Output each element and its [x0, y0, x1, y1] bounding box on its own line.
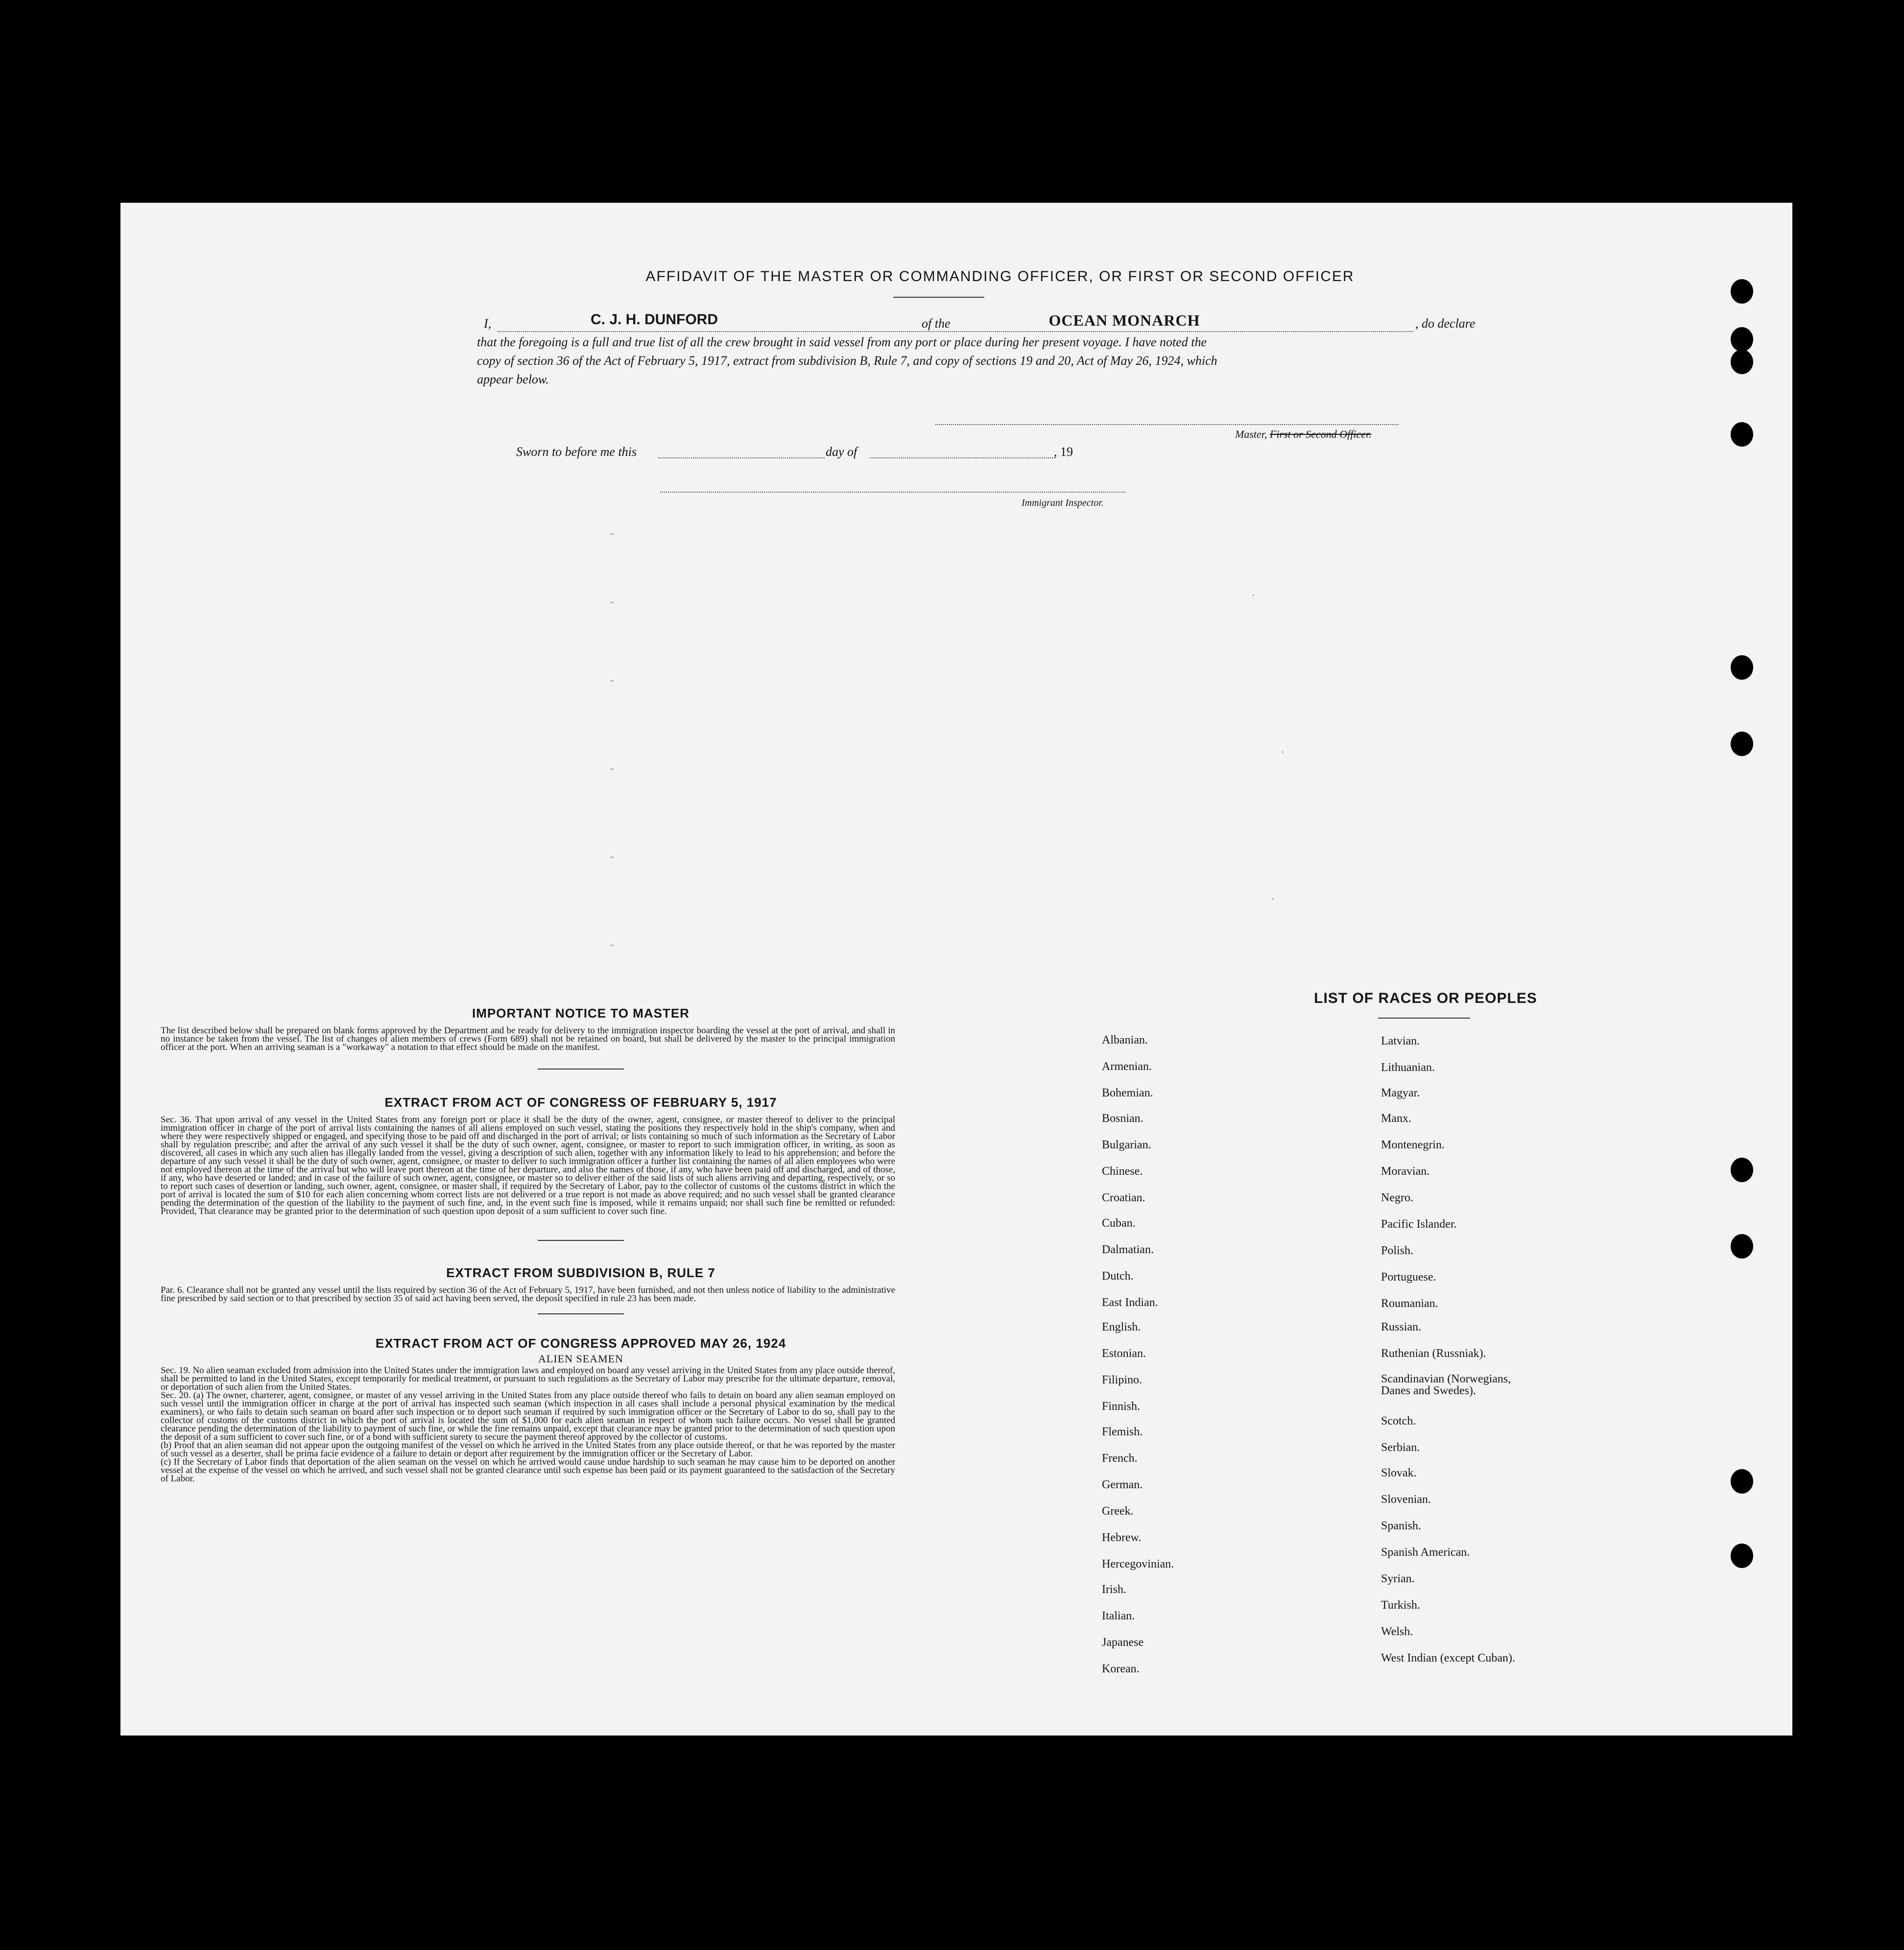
notice-divider — [538, 1069, 624, 1070]
vessel-name: OCEAN MONARCH — [1048, 311, 1200, 329]
punch-hole — [1731, 1469, 1753, 1494]
day-of-label: day of — [826, 445, 857, 459]
bleed-mark: - — [610, 761, 615, 775]
race-left-item: Armenian. — [1102, 1060, 1152, 1073]
rule-7-divider — [538, 1313, 624, 1314]
race-right-item: Manx. — [1381, 1112, 1411, 1125]
race-right-item: West Indian (except Cuban). — [1381, 1652, 1515, 1665]
sworn-day-line — [658, 457, 825, 458]
race-right-item: Polish. — [1381, 1244, 1414, 1257]
race-left-item: Flemish. — [1102, 1426, 1143, 1438]
race-left-item: Japanese — [1102, 1636, 1144, 1649]
document-page — [120, 203, 1792, 1736]
act-1924-subtitle: ALIEN SEAMEN — [538, 1353, 623, 1365]
sworn-month-line — [870, 457, 1055, 458]
title-divider — [893, 297, 984, 298]
punch-hole — [1731, 655, 1753, 680]
affidavit-of-the: of the — [922, 316, 951, 331]
race-left-item: Estonian. — [1102, 1347, 1146, 1360]
punch-hole — [1731, 422, 1753, 447]
act-1924-text: Sec. 19. No alien seaman excluded from admission into the United States under the immigration laws and employed on board any vessel arriving in the United States from any place outside thereof, shall be permitted to land in the United States, except temporarily for medical treatment, or pursuant to such regulations as the Secretary of Labor may prescribe for the ultimate departure, removal, or deportation of such alien from the United States. Sec. 20. (a) The owner, charterer, agent, consignee, or master of any vessel arriving in the United States from any place outside thereof who fails to detain on board any alien seaman employed on such vessel until the immigration officer in charge at the port of arrival has inspected such seaman (which inspection in all cases shall include a personal physical examination by the medical examiners), or who fails to detain such seaman on board after such inspection or to deport such seaman if required by such immigration officer or the Secretary of Labor to do so, shall pay to the collector of customs of the customs district in which the port of arrival is located the sum of $1,000 for each alien seaman in respect of whom such failure occurs. No vessel shall be granted clearance pending the determination of the liability to payment of such fine, or while the fine remains unpaid, except that clearance may be granted prior to the determination of such question upon the deposit of a sum sufficient to cover such fine, or of a bond with sufficient surety to secure the payment thereof approved by the collector of customs. (b) Proof that an alien seaman did not appear upon the outgoing manifest of the vessel on which he arrived in the United States from any place outside thereof, or that he was reported by the master of such vessel as a deserter, shall be prima facie evidence of a failure to detain or deport after requirement by the immigration officer or the Secretary of Labor. (c) If the Secretary of Labor finds that deportation of the alien seaman on the vessel on which he arrived would cause undue hardship to such seaman he may cause him to be deported on another vessel at the expense of the vessel on which he arrived, and such vessel shall not be granted clearance until such expense has been paid or its payment guaranteed to the satisfaction of the Secretary of Labor. — [161, 1365, 895, 1484]
race-left-item: Filipino. — [1102, 1374, 1142, 1386]
race-left-item: French. — [1102, 1452, 1138, 1465]
race-right-item: Slovak. — [1381, 1467, 1417, 1479]
race-right-item: Magyar. — [1381, 1087, 1420, 1099]
race-right-item: Montenegrin. — [1381, 1139, 1445, 1151]
race-left-item: Italian. — [1102, 1610, 1135, 1622]
year-label: , 19 — [1054, 445, 1073, 459]
master-signature-caption — [1235, 425, 1372, 444]
notice-text: The list described below shall be prepared on blank forms approved by the Department and be ready for delivery to the immigration inspector boarding the vessel at the port of arrival, and shall in no instance be taken from the vessel. The list of changes of alien members of crews (Form 689) shall not be retained on board, but shall be delivered by the master to the principal immigration officer at the port. When an arriving seaman is a "workaway" a notation to that effect should be made on the manifest. — [161, 1025, 895, 1052]
race-right-item: Roumanian. — [1381, 1297, 1438, 1310]
race-left-item: Croatian. — [1102, 1191, 1145, 1204]
act-1917-title: EXTRACT FROM ACT OF CONGRESS OF FEBRUARY 5, 1917 — [384, 1095, 777, 1110]
race-left-item: Dutch. — [1102, 1270, 1134, 1283]
punch-hole — [1731, 1544, 1753, 1568]
race-right-item: Welsh. — [1381, 1625, 1413, 1638]
race-right-item: Pacific Islander. — [1381, 1218, 1457, 1231]
rule-7-title: EXTRACT FROM SUBDIVISION B, RULE 7 — [446, 1265, 715, 1280]
bleed-mark: . — [1281, 741, 1285, 756]
race-left-item: Bosnian. — [1102, 1112, 1143, 1125]
bleed-mark: - — [610, 849, 615, 863]
race-right-item: Scotch. — [1381, 1415, 1416, 1427]
race-right-item: Slovenian. — [1381, 1493, 1431, 1506]
officer-name: C. J. H. DUNFORD — [590, 311, 718, 328]
race-left-item: German. — [1102, 1478, 1143, 1491]
affidavit-i-label: I, — [484, 316, 492, 331]
punch-hole — [1731, 350, 1753, 374]
bleed-mark: - — [610, 937, 615, 951]
act-1917-divider — [538, 1240, 624, 1241]
act-1924-title: EXTRACT FROM ACT OF CONGRESS APPROVED MAY 26, 1924 — [375, 1336, 786, 1351]
inspector-caption: Immigrant Inspector. — [1022, 498, 1104, 508]
affidavit-line-3: copy of section 36 of the Act of February 5, 1917, extract from subdivision B, Rule 7, and copy of sections 19 and 20, Act of May 26, 1924, which — [477, 354, 1217, 368]
rule-7-text: Par. 6. Clearance shall not be granted any vessel until the lists required by section 36 of the Act of February 5, 1917, have been furnished, and not then unless notice of liability to the administrative fine prescribed by said section or to that prescribed by section 35 of said act having been served, the deposit specified in rule 23 has been made. — [161, 1285, 895, 1304]
affidavit-line-4: appear below. — [477, 372, 549, 386]
races-title: LIST OF RACES OR PEOPLES — [1314, 990, 1537, 1006]
race-right-item: Serbian. — [1381, 1441, 1420, 1454]
race-right-item: Syrian. — [1381, 1572, 1415, 1585]
punch-hole — [1731, 327, 1753, 352]
race-left-item: English. — [1102, 1321, 1141, 1333]
race-right-item: Spanish. — [1381, 1520, 1422, 1532]
vessel-fill-line — [958, 331, 1413, 332]
bleed-mark: - — [610, 595, 615, 609]
inspector-signature-line — [660, 492, 1125, 493]
race-right-item: Spanish American. — [1381, 1546, 1470, 1559]
race-left-item: Dalmatian. — [1102, 1243, 1154, 1256]
master-label: Master, — [1235, 428, 1267, 440]
race-right-item: Russian. — [1381, 1321, 1422, 1333]
race-left-item: Hebrew. — [1102, 1531, 1142, 1544]
race-right-item: Latvian. — [1381, 1035, 1420, 1047]
race-left-item: Bohemian. — [1102, 1087, 1153, 1099]
master-struck-text: First or Second Officer. — [1269, 428, 1372, 440]
races-divider — [1378, 1018, 1470, 1019]
punch-hole — [1731, 1234, 1753, 1259]
race-right-item: Moravian. — [1381, 1165, 1430, 1178]
affidavit-line-2: that the foregoing is a full and true list of all the crew brought in said vessel from any port or place during her present voyage. I have noted the — [477, 335, 1207, 349]
notice-title: IMPORTANT NOTICE TO MASTER — [472, 1006, 690, 1021]
race-right-item: Lithuanian. — [1381, 1061, 1435, 1074]
bleed-mark: - — [610, 673, 615, 687]
affidavit-do-declare: , do declare — [1415, 316, 1476, 331]
sworn-label: Sworn to before me this — [516, 445, 637, 459]
race-right-item: Negro. — [1381, 1191, 1413, 1204]
punch-hole — [1731, 1158, 1753, 1182]
affidavit-title: AFFIDAVIT OF THE MASTER OR COMMANDING OFFICER, OR FIRST OR SECOND OFFICER — [645, 268, 1355, 285]
punch-hole — [1731, 279, 1753, 304]
race-left-item: Albanian. — [1102, 1034, 1148, 1046]
race-left-item: Korean. — [1102, 1663, 1140, 1675]
act-1917-text: Sec. 36. That upon arrival of any vessel in the United States from any foreign port or place it shall be the duty of the owner, agent, consignee, or master thereof to deliver to the principal immigration officer in charge of the port of arrival lists containing the names of all aliens employed on such vessel, stating the positions they respectively hold in the ship's company, when and where they were respectively shipped or engaged, and specifying those to be paid off and discharged in the port of arrival; or lists containing so much of such information as the Secretary of Labor shall by regulation prescribe; and after the arrival of any such vessel it shall be the duty of such owner, agent, consignee, or master to report to such immigration officer, in writing, as soon as discovered, all cases in which any such alien has illegally landed from the vessel, giving a description of such alien, together with any information likely to lead to his apprehension; and before the departure of any such vessel it shall be the duty of such owner, agent, consignee, or master to deliver to such immigration officer a further list containing the names of all alien employees who were not employed thereon at the time of the arrival but who will leave port thereon at the time of her departure, and also the names of those, if any, who have been paid off and discharged, and of those, if any, who have deserted or landed; and in case of the failure of such owner, agent, consignee, or master so to deliver either of the said lists of such aliens arriving and departing, respectively, or so to report such cases of desertion or landing, such owner, agent, consignee, or master shall, if required by the Secretary of Labor, pay to the collector of customs of the customs district in which the port of arrival is located the sum of $10 for each alien concerning whom correct lists are not delivered or a true report is not made as above required; and no such vessel shall be granted clearance pending the determination of the question of the liability to the payment of such fine, and, in the event such fine is imposed, while it remains unpaid; nor shall such fine be remitted or refunded: Provided, That clearance may be granted prior to the determination of such question upon deposit of a sum sufficient to cover such fine. — [161, 1115, 895, 1216]
race-left-item: Hercegovinian. — [1102, 1558, 1174, 1570]
race-right-item: Portuguese. — [1381, 1271, 1436, 1284]
race-left-item: Greek. — [1102, 1505, 1134, 1518]
race-left-item: Chinese. — [1102, 1165, 1143, 1178]
race-right-item: Turkish. — [1381, 1599, 1420, 1612]
punch-hole — [1731, 732, 1753, 756]
race-left-item: Cuban. — [1102, 1217, 1136, 1230]
race-left-item: Finnish. — [1102, 1400, 1141, 1413]
race-left-item: Irish. — [1102, 1583, 1126, 1596]
race-right-item: Scandinavian (Norwegians, Danes and Swedes). — [1381, 1373, 1511, 1397]
bleed-mark: . — [1271, 888, 1275, 903]
race-right-item: Ruthenian (Russniak). — [1381, 1347, 1486, 1360]
race-left-item: Bulgarian. — [1102, 1139, 1151, 1151]
bleed-mark: . — [1252, 585, 1255, 599]
race-left-item: East Indian. — [1102, 1296, 1158, 1309]
bleed-mark: - — [610, 526, 615, 540]
